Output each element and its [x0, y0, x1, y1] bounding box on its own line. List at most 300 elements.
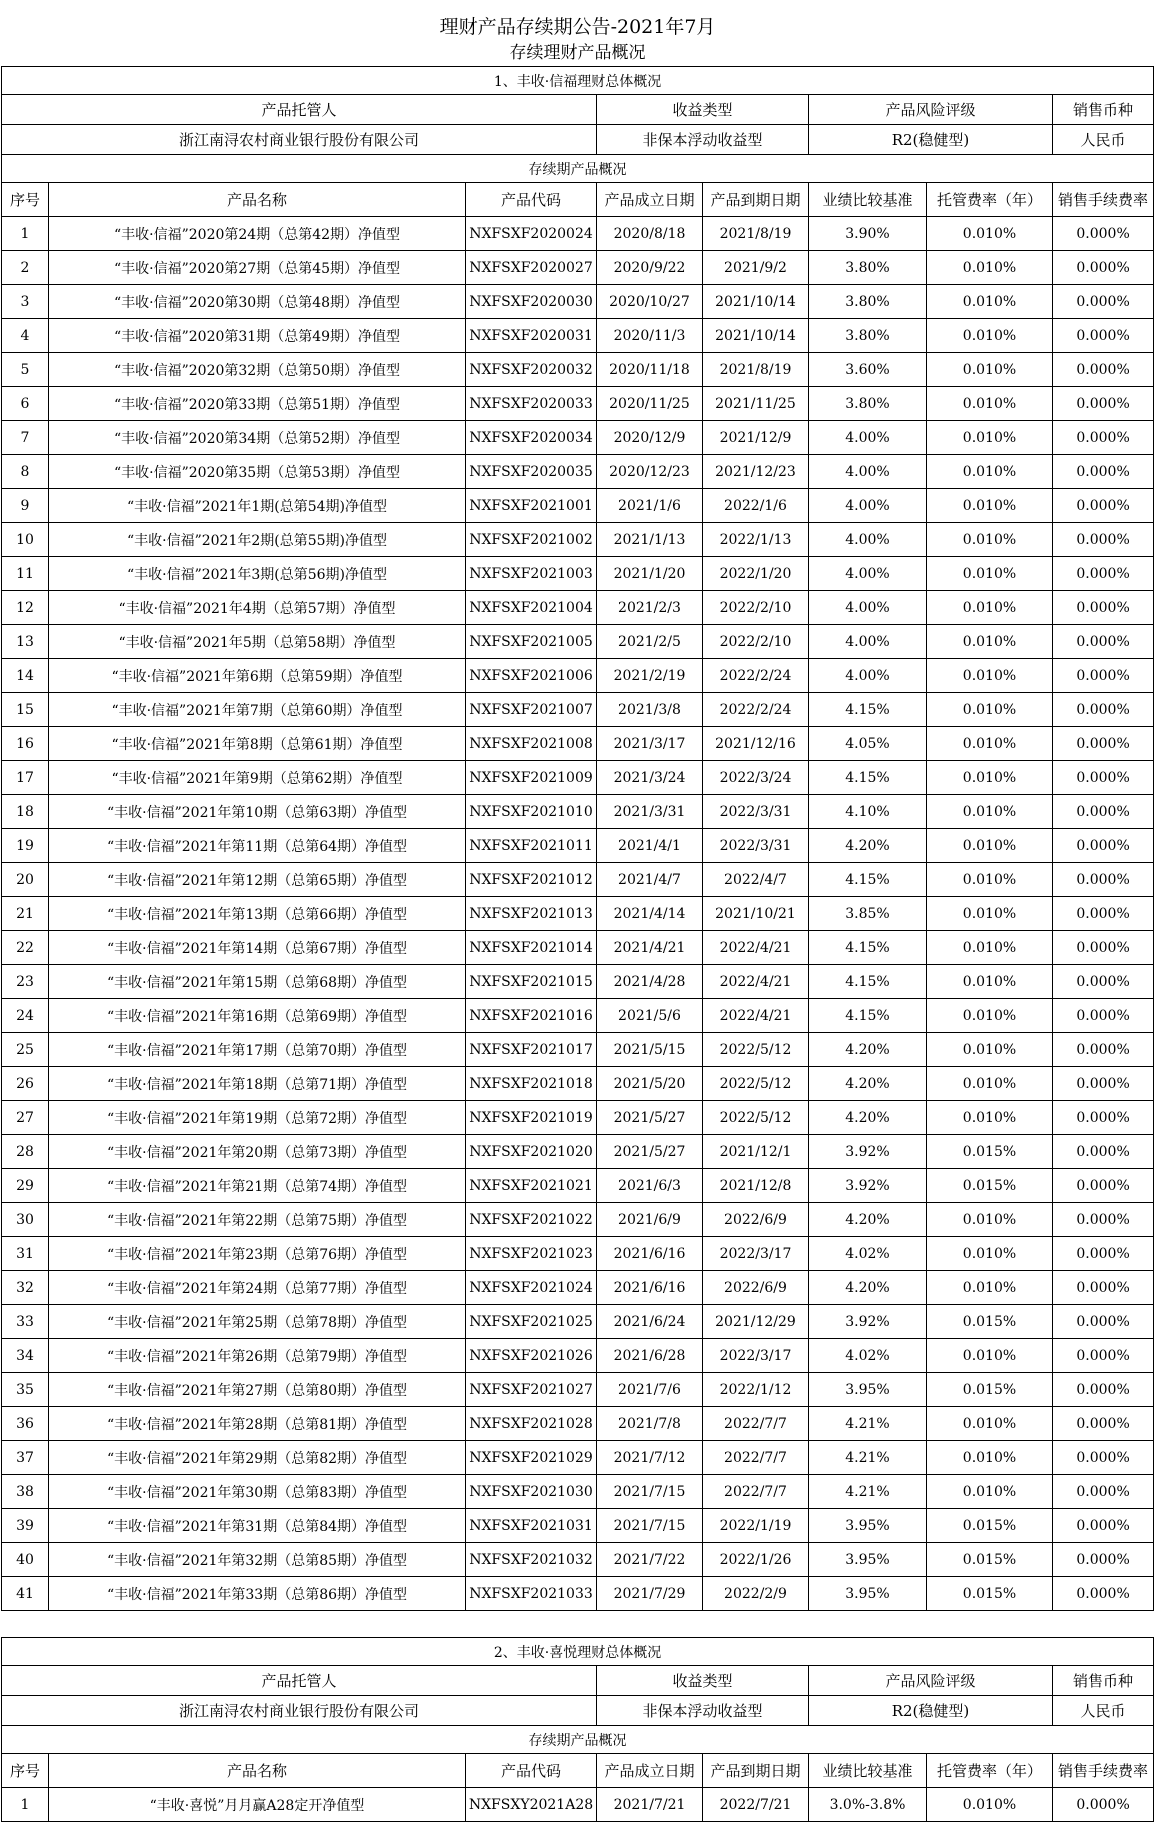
benchmark-cell: 4.15% — [809, 693, 927, 727]
benchmark-cell: 4.15% — [809, 965, 927, 999]
product-code-cell: NXFSXF2021028 — [466, 1407, 597, 1441]
end-date-cell: 2022/2/24 — [703, 693, 809, 727]
seq-cell: 23 — [2, 965, 49, 999]
benchmark-cell: 3.60% — [809, 353, 927, 387]
sales-fee-cell: 0.000% — [1053, 1169, 1154, 1203]
table-row — [2, 1271, 1154, 1305]
table-row — [2, 727, 1154, 761]
seq-header: 序号 — [2, 1754, 49, 1788]
product-code-cell: NXFSXF2021032 — [466, 1543, 597, 1577]
table-row — [2, 523, 1154, 557]
product-name-cell: “丰收·信福”2021年第16期（总第69期）净值型 — [49, 999, 466, 1033]
product-name-cell: “丰收·信福”2021年第24期（总第77期）净值型 — [49, 1271, 466, 1305]
start-date-cell: 2021/5/6 — [597, 999, 703, 1033]
end-date-cell: 2021/12/8 — [703, 1169, 809, 1203]
sales-fee-cell: 0.000% — [1053, 1788, 1154, 1822]
end-date-cell: 2021/12/29 — [703, 1305, 809, 1339]
start-date-cell: 2021/7/22 — [597, 1543, 703, 1577]
seq-cell: 16 — [2, 727, 49, 761]
start-date-cell: 2021/7/8 — [597, 1407, 703, 1441]
start-date-cell: 2020/11/18 — [597, 353, 703, 387]
product-name-cell: “丰收·信福”2021年第11期（总第64期）净值型 — [49, 829, 466, 863]
product-code-cell: NXFSXF2021008 — [466, 727, 597, 761]
product-code-cell: NXFSXF2021033 — [466, 1577, 597, 1611]
benchmark-cell: 4.21% — [809, 1475, 927, 1509]
custody-fee-cell: 0.010% — [927, 1067, 1053, 1101]
document-title: 理财产品存续期公告-2021年7月 — [439, 16, 716, 38]
benchmark-cell: 4.20% — [809, 1067, 927, 1101]
table-row — [2, 931, 1154, 965]
end-date-cell: 2022/6/9 — [703, 1271, 809, 1305]
product-name-cell: “丰收·信福”2021年第23期（总第76期）净值型 — [49, 1237, 466, 1271]
benchmark-cell: 3.0%-3.8% — [809, 1788, 927, 1822]
start-date-cell: 2021/4/28 — [597, 965, 703, 999]
product-name-cell: “丰收·信福”2020第30期（总第48期）净值型 — [49, 285, 466, 319]
end-date-cell: 2022/4/21 — [703, 999, 809, 1033]
seq-cell: 13 — [2, 625, 49, 659]
sales-fee-cell: 0.000% — [1053, 1475, 1154, 1509]
seq-cell: 10 — [2, 523, 49, 557]
start-date-cell: 2021/6/3 — [597, 1169, 703, 1203]
custody-fee-cell: 0.015% — [927, 1135, 1053, 1169]
benchmark-cell: 3.90% — [809, 217, 927, 251]
benchmark-cell: 4.20% — [809, 1033, 927, 1067]
sales-fee-cell: 0.000% — [1053, 1203, 1154, 1237]
sales-fee-cell: 0.000% — [1053, 591, 1154, 625]
start-date-cell: 2021/5/20 — [597, 1067, 703, 1101]
start-date-cell: 2020/9/22 — [597, 251, 703, 285]
seq-cell: 33 — [2, 1305, 49, 1339]
product-code-cell: NXFSXF2021019 — [466, 1101, 597, 1135]
product-code-cell: NXFSXF2020030 — [466, 285, 597, 319]
sales-fee-cell: 0.000% — [1053, 659, 1154, 693]
end-date-cell: 2021/8/19 — [703, 217, 809, 251]
end-date-cell: 2022/2/10 — [703, 625, 809, 659]
product-name-cell: “丰收·信福”2021年第31期（总第84期）净值型 — [49, 1509, 466, 1543]
start-date-cell: 2020/8/18 — [597, 217, 703, 251]
benchmark-cell: 3.95% — [809, 1543, 927, 1577]
benchmark-cell: 3.85% — [809, 897, 927, 931]
custody-fee-cell: 0.010% — [927, 319, 1053, 353]
end-date-cell: 2022/1/12 — [703, 1373, 809, 1407]
table-row — [2, 1203, 1154, 1237]
custody-fee-cell: 0.010% — [927, 761, 1053, 795]
custody-fee-cell: 0.015% — [927, 1509, 1053, 1543]
product-name-header: 产品名称 — [49, 1754, 466, 1788]
seq-cell: 26 — [2, 1067, 49, 1101]
income-type-value: 非保本浮动收益型 — [597, 125, 809, 155]
custodian-header: 产品托管人 — [2, 95, 597, 125]
product-overview-heading: 存续期产品概况 — [2, 155, 1154, 183]
sales-fee-cell: 0.000% — [1053, 1135, 1154, 1169]
table-row — [2, 965, 1154, 999]
end-date-header: 产品到期日期 — [703, 1754, 809, 1788]
product-name-cell: “丰收·信福”2021年第14期（总第67期）净值型 — [49, 931, 466, 965]
benchmark-cell: 4.05% — [809, 727, 927, 761]
custody-fee-cell: 0.010% — [927, 659, 1053, 693]
seq-cell: 31 — [2, 1237, 49, 1271]
product-name-cell: “丰收·信福”2021年第20期（总第73期）净值型 — [49, 1135, 466, 1169]
seq-cell: 32 — [2, 1271, 49, 1305]
start-date-cell: 2021/7/15 — [597, 1509, 703, 1543]
table-row — [2, 1339, 1154, 1373]
end-date-cell: 2021/11/25 — [703, 387, 809, 421]
end-date-cell: 2022/6/9 — [703, 1203, 809, 1237]
sales-fee-cell: 0.000% — [1053, 1067, 1154, 1101]
seq-cell: 14 — [2, 659, 49, 693]
table-row — [2, 1033, 1154, 1067]
start-date-cell: 2021/6/28 — [597, 1339, 703, 1373]
section1-heading: 1、丰收·信福理财总体概况 — [2, 67, 1154, 95]
product-name-header: 产品名称 — [49, 183, 466, 217]
product-name-cell: “丰收·信福”2021年4期（总第57期）净值型 — [49, 591, 466, 625]
custody-fee-cell: 0.010% — [927, 829, 1053, 863]
seq-cell: 24 — [2, 999, 49, 1033]
custody-fee-cell: 0.010% — [927, 625, 1053, 659]
custody-fee-cell: 0.010% — [927, 421, 1053, 455]
product-code-cell: NXFSXF2021027 — [466, 1373, 597, 1407]
product-code-cell: NXFSXF2021023 — [466, 1237, 597, 1271]
sales-fee-cell: 0.000% — [1053, 863, 1154, 897]
product-name-cell: “丰收·信福”2021年第13期（总第66期）净值型 — [49, 897, 466, 931]
product-code-cell: NXFSXF2020031 — [466, 319, 597, 353]
end-date-cell: 2022/1/19 — [703, 1509, 809, 1543]
product-name-cell: “丰收·信福”2021年2期(总第55期)净值型 — [49, 523, 466, 557]
benchmark-cell: 4.20% — [809, 1101, 927, 1135]
sales-fee-cell: 0.000% — [1053, 1101, 1154, 1135]
table-row — [2, 591, 1154, 625]
sales-fee-cell: 0.000% — [1053, 421, 1154, 455]
currency-value: 人民币 — [1053, 1696, 1154, 1726]
product-code-cell: NXFSXF2020034 — [466, 421, 597, 455]
sales-fee-cell: 0.000% — [1053, 557, 1154, 591]
product-code-cell: NXFSXF2021020 — [466, 1135, 597, 1169]
start-date-cell: 2021/2/5 — [597, 625, 703, 659]
custody-fee-cell: 0.010% — [927, 1441, 1053, 1475]
seq-cell: 11 — [2, 557, 49, 591]
end-date-cell: 2022/7/7 — [703, 1441, 809, 1475]
product-overview-heading: 存续期产品概况 — [2, 1726, 1154, 1754]
product-code-cell: NXFSXF2020024 — [466, 217, 597, 251]
benchmark-cell: 4.10% — [809, 795, 927, 829]
product-code-cell: NXFSXF2021021 — [466, 1169, 597, 1203]
custodian-header: 产品托管人 — [2, 1666, 597, 1696]
seq-cell: 22 — [2, 931, 49, 965]
product-name-cell: “丰收·信福”2021年第29期（总第82期）净值型 — [49, 1441, 466, 1475]
start-date-cell: 2021/3/17 — [597, 727, 703, 761]
sales-fee-cell: 0.000% — [1053, 931, 1154, 965]
end-date-header: 产品到期日期 — [703, 183, 809, 217]
product-code-cell: NXFSXF2021018 — [466, 1067, 597, 1101]
product-name-cell: “丰收·信福”2021年第25期（总第78期）净值型 — [49, 1305, 466, 1339]
benchmark-cell: 4.00% — [809, 591, 927, 625]
end-date-cell: 2022/2/9 — [703, 1577, 809, 1611]
end-date-cell: 2022/3/24 — [703, 761, 809, 795]
table-row — [2, 625, 1154, 659]
table-row — [2, 863, 1154, 897]
end-date-cell: 2022/5/12 — [703, 1101, 809, 1135]
table-row — [2, 1788, 1154, 1822]
seq-cell: 39 — [2, 1509, 49, 1543]
table-row — [2, 217, 1154, 251]
product-name-cell: “丰收·信福”2021年第30期（总第83期）净值型 — [49, 1475, 466, 1509]
start-date-cell: 2020/11/3 — [597, 319, 703, 353]
product-code-cell: NXFSXF2021007 — [466, 693, 597, 727]
product-code-cell: NXFSXF2021001 — [466, 489, 597, 523]
table-row — [2, 489, 1154, 523]
benchmark-cell: 3.92% — [809, 1135, 927, 1169]
product-name-cell: “丰收·信福”2021年第10期（总第63期）净值型 — [49, 795, 466, 829]
end-date-cell: 2022/1/20 — [703, 557, 809, 591]
sales-fee-cell: 0.000% — [1053, 353, 1154, 387]
start-date-cell: 2021/6/9 — [597, 1203, 703, 1237]
custody-fee-cell: 0.010% — [927, 965, 1053, 999]
custody-fee-cell: 0.010% — [927, 251, 1053, 285]
custody-fee-cell: 0.015% — [927, 1577, 1053, 1611]
start-date-cell: 2021/5/27 — [597, 1135, 703, 1169]
start-date-cell: 2021/4/1 — [597, 829, 703, 863]
start-date-cell: 2021/1/13 — [597, 523, 703, 557]
benchmark-cell: 4.00% — [809, 421, 927, 455]
product-code-cell: NXFSXF2021010 — [466, 795, 597, 829]
benchmark-cell: 3.80% — [809, 251, 927, 285]
product-name-cell: “丰收·信福”2021年第7期（总第60期）净值型 — [49, 693, 466, 727]
product-code-cell: NXFSXF2021022 — [466, 1203, 597, 1237]
table-row — [2, 999, 1154, 1033]
seq-cell: 17 — [2, 761, 49, 795]
start-date-cell: 2021/4/7 — [597, 863, 703, 897]
seq-header: 序号 — [2, 183, 49, 217]
custody-fee-cell: 0.010% — [927, 727, 1053, 761]
risk-rating-header: 产品风险评级 — [809, 1666, 1053, 1696]
product-name-cell: “丰收·信福”2021年第12期（总第65期）净值型 — [49, 863, 466, 897]
product-code-cell: NXFSXF2020027 — [466, 251, 597, 285]
seq-cell: 20 — [2, 863, 49, 897]
table-row — [2, 353, 1154, 387]
sales-fee-cell: 0.000% — [1053, 693, 1154, 727]
sales-fee-cell: 0.000% — [1053, 965, 1154, 999]
table-row — [2, 319, 1154, 353]
seq-cell: 7 — [2, 421, 49, 455]
product-code-cell: NXFSXF2020035 — [466, 455, 597, 489]
benchmark-cell: 3.80% — [809, 285, 927, 319]
product-name-cell: “丰收·信福”2021年第8期（总第61期）净值型 — [49, 727, 466, 761]
custody-fee-cell: 0.010% — [927, 1237, 1053, 1271]
seq-cell: 1 — [2, 1788, 49, 1822]
end-date-cell: 2021/9/2 — [703, 251, 809, 285]
custody-fee-cell: 0.010% — [927, 897, 1053, 931]
sales-fee-cell: 0.000% — [1053, 897, 1154, 931]
sales-fee-cell: 0.000% — [1053, 1305, 1154, 1339]
benchmark-cell: 4.21% — [809, 1441, 927, 1475]
income-type-value: 非保本浮动收益型 — [597, 1696, 809, 1726]
end-date-cell: 2021/8/19 — [703, 353, 809, 387]
product-name-cell: “丰收·信福”2020第32期（总第50期）净值型 — [49, 353, 466, 387]
product-code-cell: NXFSXF2021002 — [466, 523, 597, 557]
custody-fee-cell: 0.010% — [927, 557, 1053, 591]
product-code-cell: NXFSXF2021012 — [466, 863, 597, 897]
sales-fee-header: 销售手续费率 — [1053, 183, 1154, 217]
income-type-header: 收益类型 — [597, 95, 809, 125]
product-name-cell: “丰收·信福”2021年1期(总第54期)净值型 — [49, 489, 466, 523]
table-row — [2, 897, 1154, 931]
product-code-cell: NXFSXF2021015 — [466, 965, 597, 999]
sales-fee-cell: 0.000% — [1053, 1237, 1154, 1271]
table-row — [2, 285, 1154, 319]
seq-cell: 36 — [2, 1407, 49, 1441]
product-name-cell: “丰收·信福”2020第31期（总第49期）净值型 — [49, 319, 466, 353]
custody-fee-cell: 0.010% — [927, 1033, 1053, 1067]
sales-fee-cell: 0.000% — [1053, 1339, 1154, 1373]
start-date-cell: 2021/7/15 — [597, 1475, 703, 1509]
custody-fee-cell: 0.015% — [927, 1373, 1053, 1407]
start-date-cell: 2021/3/31 — [597, 795, 703, 829]
custodian-value: 浙江南浔农村商业银行股份有限公司 — [2, 1696, 597, 1726]
product-code-cell: NXFSXF2021031 — [466, 1509, 597, 1543]
end-date-cell: 2022/7/21 — [703, 1788, 809, 1822]
seq-cell: 3 — [2, 285, 49, 319]
risk-rating-value: R2(稳健型) — [809, 125, 1053, 155]
benchmark-cell: 4.15% — [809, 931, 927, 965]
custody-fee-cell: 0.010% — [927, 523, 1053, 557]
product-code-cell: NXFSXF2021004 — [466, 591, 597, 625]
section2-heading: 2、丰收·喜悦理财总体概况 — [2, 1638, 1154, 1666]
product-name-cell: “丰收·信福”2021年第17期（总第70期）净值型 — [49, 1033, 466, 1067]
seq-cell: 2 — [2, 251, 49, 285]
seq-cell: 29 — [2, 1169, 49, 1203]
sales-fee-cell: 0.000% — [1053, 319, 1154, 353]
product-code-cell: NXFSXF2021013 — [466, 897, 597, 931]
benchmark-cell: 3.95% — [809, 1373, 927, 1407]
custody-fee-cell: 0.015% — [927, 1543, 1053, 1577]
table-row — [2, 1169, 1154, 1203]
custody-fee-cell: 0.010% — [927, 1203, 1053, 1237]
benchmark-cell: 4.02% — [809, 1339, 927, 1373]
benchmark-cell: 3.95% — [809, 1509, 927, 1543]
product-name-cell: “丰收·信福”2021年第27期（总第80期）净值型 — [49, 1373, 466, 1407]
product-name-cell: “丰收·信福”2021年第33期（总第86期）净值型 — [49, 1577, 466, 1611]
custody-fee-cell: 0.010% — [927, 387, 1053, 421]
end-date-cell: 2022/4/21 — [703, 965, 809, 999]
table-row — [2, 251, 1154, 285]
currency-value: 人民币 — [1053, 125, 1154, 155]
seq-cell: 18 — [2, 795, 49, 829]
table-row — [2, 659, 1154, 693]
seq-cell: 5 — [2, 353, 49, 387]
currency-header: 销售币种 — [1053, 95, 1154, 125]
seq-cell: 38 — [2, 1475, 49, 1509]
benchmark-cell: 3.80% — [809, 319, 927, 353]
end-date-cell: 2022/7/7 — [703, 1475, 809, 1509]
end-date-cell: 2022/4/21 — [703, 931, 809, 965]
table-row — [2, 829, 1154, 863]
risk-rating-value: R2(稳健型) — [809, 1696, 1053, 1726]
sales-fee-cell: 0.000% — [1053, 387, 1154, 421]
seq-cell: 8 — [2, 455, 49, 489]
start-date-cell: 2020/10/27 — [597, 285, 703, 319]
product-code-cell: NXFSXF2021006 — [466, 659, 597, 693]
custody-fee-header: 托管费率（年） — [927, 1754, 1053, 1788]
sales-fee-cell: 0.000% — [1053, 285, 1154, 319]
start-date-cell: 2021/2/3 — [597, 591, 703, 625]
table-row — [2, 1373, 1154, 1407]
start-date-header: 产品成立日期 — [597, 1754, 703, 1788]
product-name-cell: “丰收·信福”2021年5期（总第58期）净值型 — [49, 625, 466, 659]
start-date-cell: 2021/7/12 — [597, 1441, 703, 1475]
end-date-cell: 2021/10/21 — [703, 897, 809, 931]
product-name-cell: “丰收·信福”2021年3期(总第56期)净值型 — [49, 557, 466, 591]
end-date-cell: 2022/3/31 — [703, 829, 809, 863]
benchmark-cell: 4.15% — [809, 761, 927, 795]
benchmark-cell: 4.00% — [809, 557, 927, 591]
sales-fee-cell: 0.000% — [1053, 1577, 1154, 1611]
seq-cell: 30 — [2, 1203, 49, 1237]
table-row — [2, 1577, 1154, 1611]
start-date-cell: 2021/5/27 — [597, 1101, 703, 1135]
custody-fee-cell: 0.010% — [927, 217, 1053, 251]
sales-fee-cell: 0.000% — [1053, 999, 1154, 1033]
table-row — [2, 761, 1154, 795]
product-code-cell: NXFSXF2021003 — [466, 557, 597, 591]
benchmark-cell: 4.00% — [809, 489, 927, 523]
end-date-cell: 2022/3/17 — [703, 1237, 809, 1271]
table-row — [2, 1305, 1154, 1339]
start-date-cell: 2021/4/21 — [597, 931, 703, 965]
custody-fee-cell: 0.010% — [927, 1101, 1053, 1135]
product-code-cell: NXFSXF2021005 — [466, 625, 597, 659]
product-name-cell: “丰收·信福”2020第34期（总第52期）净值型 — [49, 421, 466, 455]
custodian-value: 浙江南浔农村商业银行股份有限公司 — [2, 125, 597, 155]
custody-fee-cell: 0.010% — [927, 353, 1053, 387]
custody-fee-cell: 0.010% — [927, 1407, 1053, 1441]
product-code-cell: NXFSXF2020032 — [466, 353, 597, 387]
product-code-cell: NXFSXF2021026 — [466, 1339, 597, 1373]
end-date-cell: 2021/10/14 — [703, 285, 809, 319]
product-name-cell: “丰收·信福”2020第33期（总第51期）净值型 — [49, 387, 466, 421]
start-date-cell: 2020/12/9 — [597, 421, 703, 455]
seq-cell: 6 — [2, 387, 49, 421]
custody-fee-cell: 0.015% — [927, 1305, 1053, 1339]
product-code-cell: NXFSXF2021030 — [466, 1475, 597, 1509]
seq-cell: 19 — [2, 829, 49, 863]
sales-fee-cell: 0.000% — [1053, 1543, 1154, 1577]
start-date-cell: 2021/7/29 — [597, 1577, 703, 1611]
product-code-cell: NXFSXY2021A28 — [466, 1788, 597, 1822]
product-code-cell: NXFSXF2020033 — [466, 387, 597, 421]
product-name-cell: “丰收·信福”2020第27期（总第45期）净值型 — [49, 251, 466, 285]
custody-fee-cell: 0.010% — [927, 931, 1053, 965]
end-date-cell: 2022/3/31 — [703, 795, 809, 829]
table-row — [2, 557, 1154, 591]
custody-fee-cell: 0.010% — [927, 1271, 1053, 1305]
seq-cell: 27 — [2, 1101, 49, 1135]
benchmark-cell: 3.92% — [809, 1305, 927, 1339]
start-date-header: 产品成立日期 — [597, 183, 703, 217]
product-name-cell: “丰收·信福”2021年第26期（总第79期）净值型 — [49, 1339, 466, 1373]
benchmark-header: 业绩比较基准 — [809, 1754, 927, 1788]
end-date-cell: 2021/12/23 — [703, 455, 809, 489]
start-date-cell: 2020/12/23 — [597, 455, 703, 489]
end-date-cell: 2022/1/13 — [703, 523, 809, 557]
end-date-cell: 2022/7/7 — [703, 1407, 809, 1441]
end-date-cell: 2022/1/26 — [703, 1543, 809, 1577]
income-type-header: 收益类型 — [597, 1666, 809, 1696]
section1-table — [1, 66, 1154, 1611]
custody-fee-cell: 0.010% — [927, 1339, 1053, 1373]
sales-fee-cell: 0.000% — [1053, 217, 1154, 251]
sales-fee-cell: 0.000% — [1053, 523, 1154, 557]
seq-cell: 15 — [2, 693, 49, 727]
